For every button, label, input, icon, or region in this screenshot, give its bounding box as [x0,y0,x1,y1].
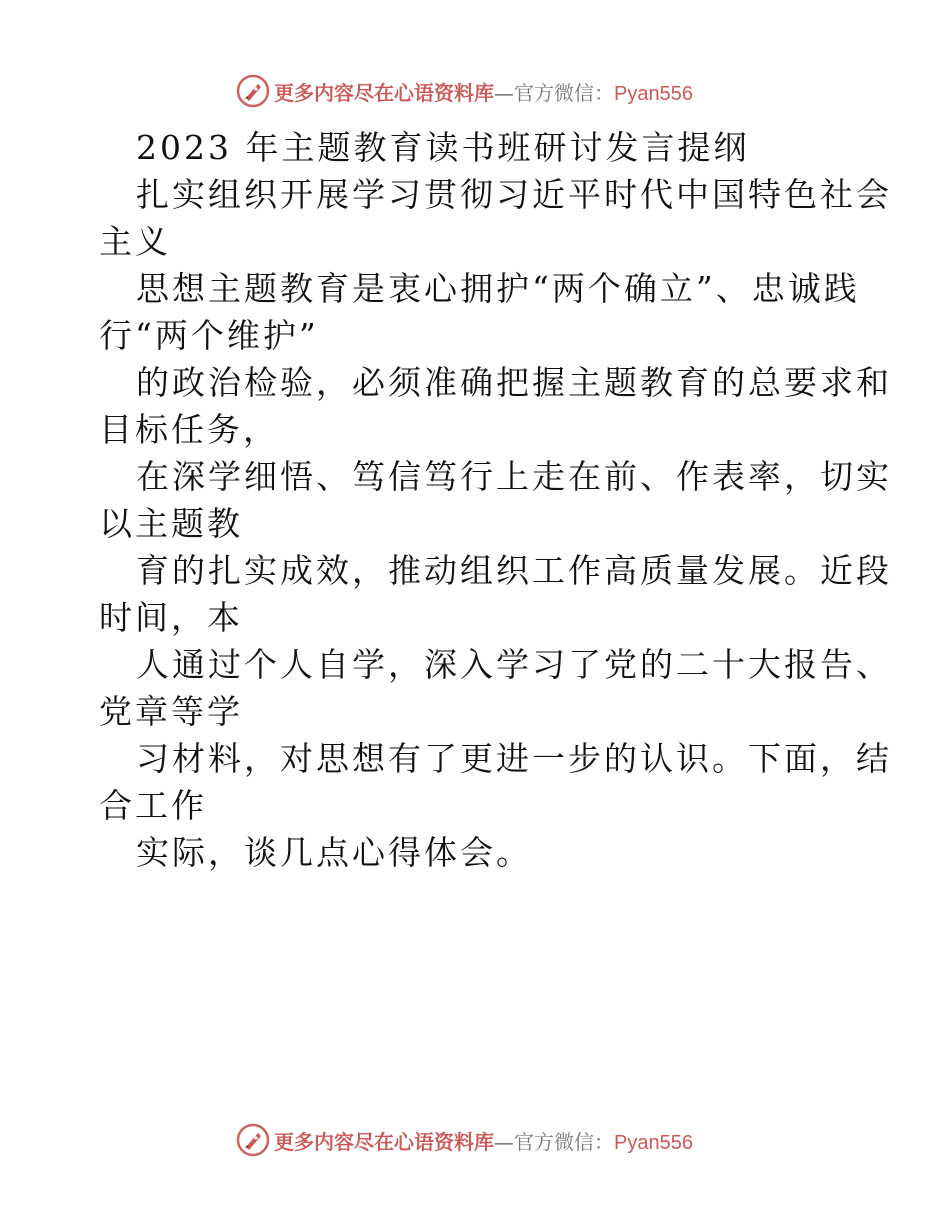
paragraph-line: 的政治检验，必须准确把握主题教育的总要求和 [136,363,892,402]
watermark-main-text: 更多内容尽在心语资料库 [274,1129,494,1154]
watermark-wechat-id: Pyan556 [614,1131,693,1154]
watermark-banner-bottom [236,1123,693,1157]
paragraph-line: 党章等学 [99,692,243,731]
paragraph-line: 时间，本 [99,598,243,637]
paragraph-line: 实际，谈几点心得体会。 [136,833,532,872]
paragraph-line: 合工作 [99,786,207,825]
paragraph-line: 主义 [99,222,171,261]
paragraph-line: 以主题教 [99,504,243,543]
pen-nib-icon [236,74,270,108]
pen-nib-icon [236,1123,270,1157]
watermark-text [274,1126,693,1155]
paragraph-line: 在深学细悟、笃信笃行上走在前、作表率，切实 [136,457,892,496]
paragraph-line: 扎实组织开展学习贯彻习近平时代中国特色社会 [136,175,892,214]
paragraph-line: 行“两个维护” [99,316,319,355]
watermark-separator: — [494,1129,514,1154]
watermark-wechat-id: Pyan556 [614,82,693,105]
watermark-main-text: 更多内容尽在心语资料库 [274,80,494,105]
paragraph-line: 育的扎实成效，推动组织工作高质量发展。近段 [136,551,892,590]
document-title: 2023 年主题教育读书班研讨发言提纲 [136,128,750,167]
watermark-text [274,77,693,106]
watermark-label: 官方微信： [514,80,614,105]
paragraph-line: 习材料，对思想有了更进一步的认识。下面，结 [136,739,892,778]
paragraph-line: 思想主题教育是衷心拥护“两个确立”、忠诚践 [136,269,860,308]
watermark-banner-top [236,74,693,108]
paragraph-line: 人通过个人自学，深入学习了党的二十大报告、 [136,645,892,684]
watermark-label: 官方微信： [514,1129,614,1154]
document-body [99,124,892,876]
paragraph-line: 目标任务， [99,410,279,449]
watermark-separator: — [494,80,514,105]
